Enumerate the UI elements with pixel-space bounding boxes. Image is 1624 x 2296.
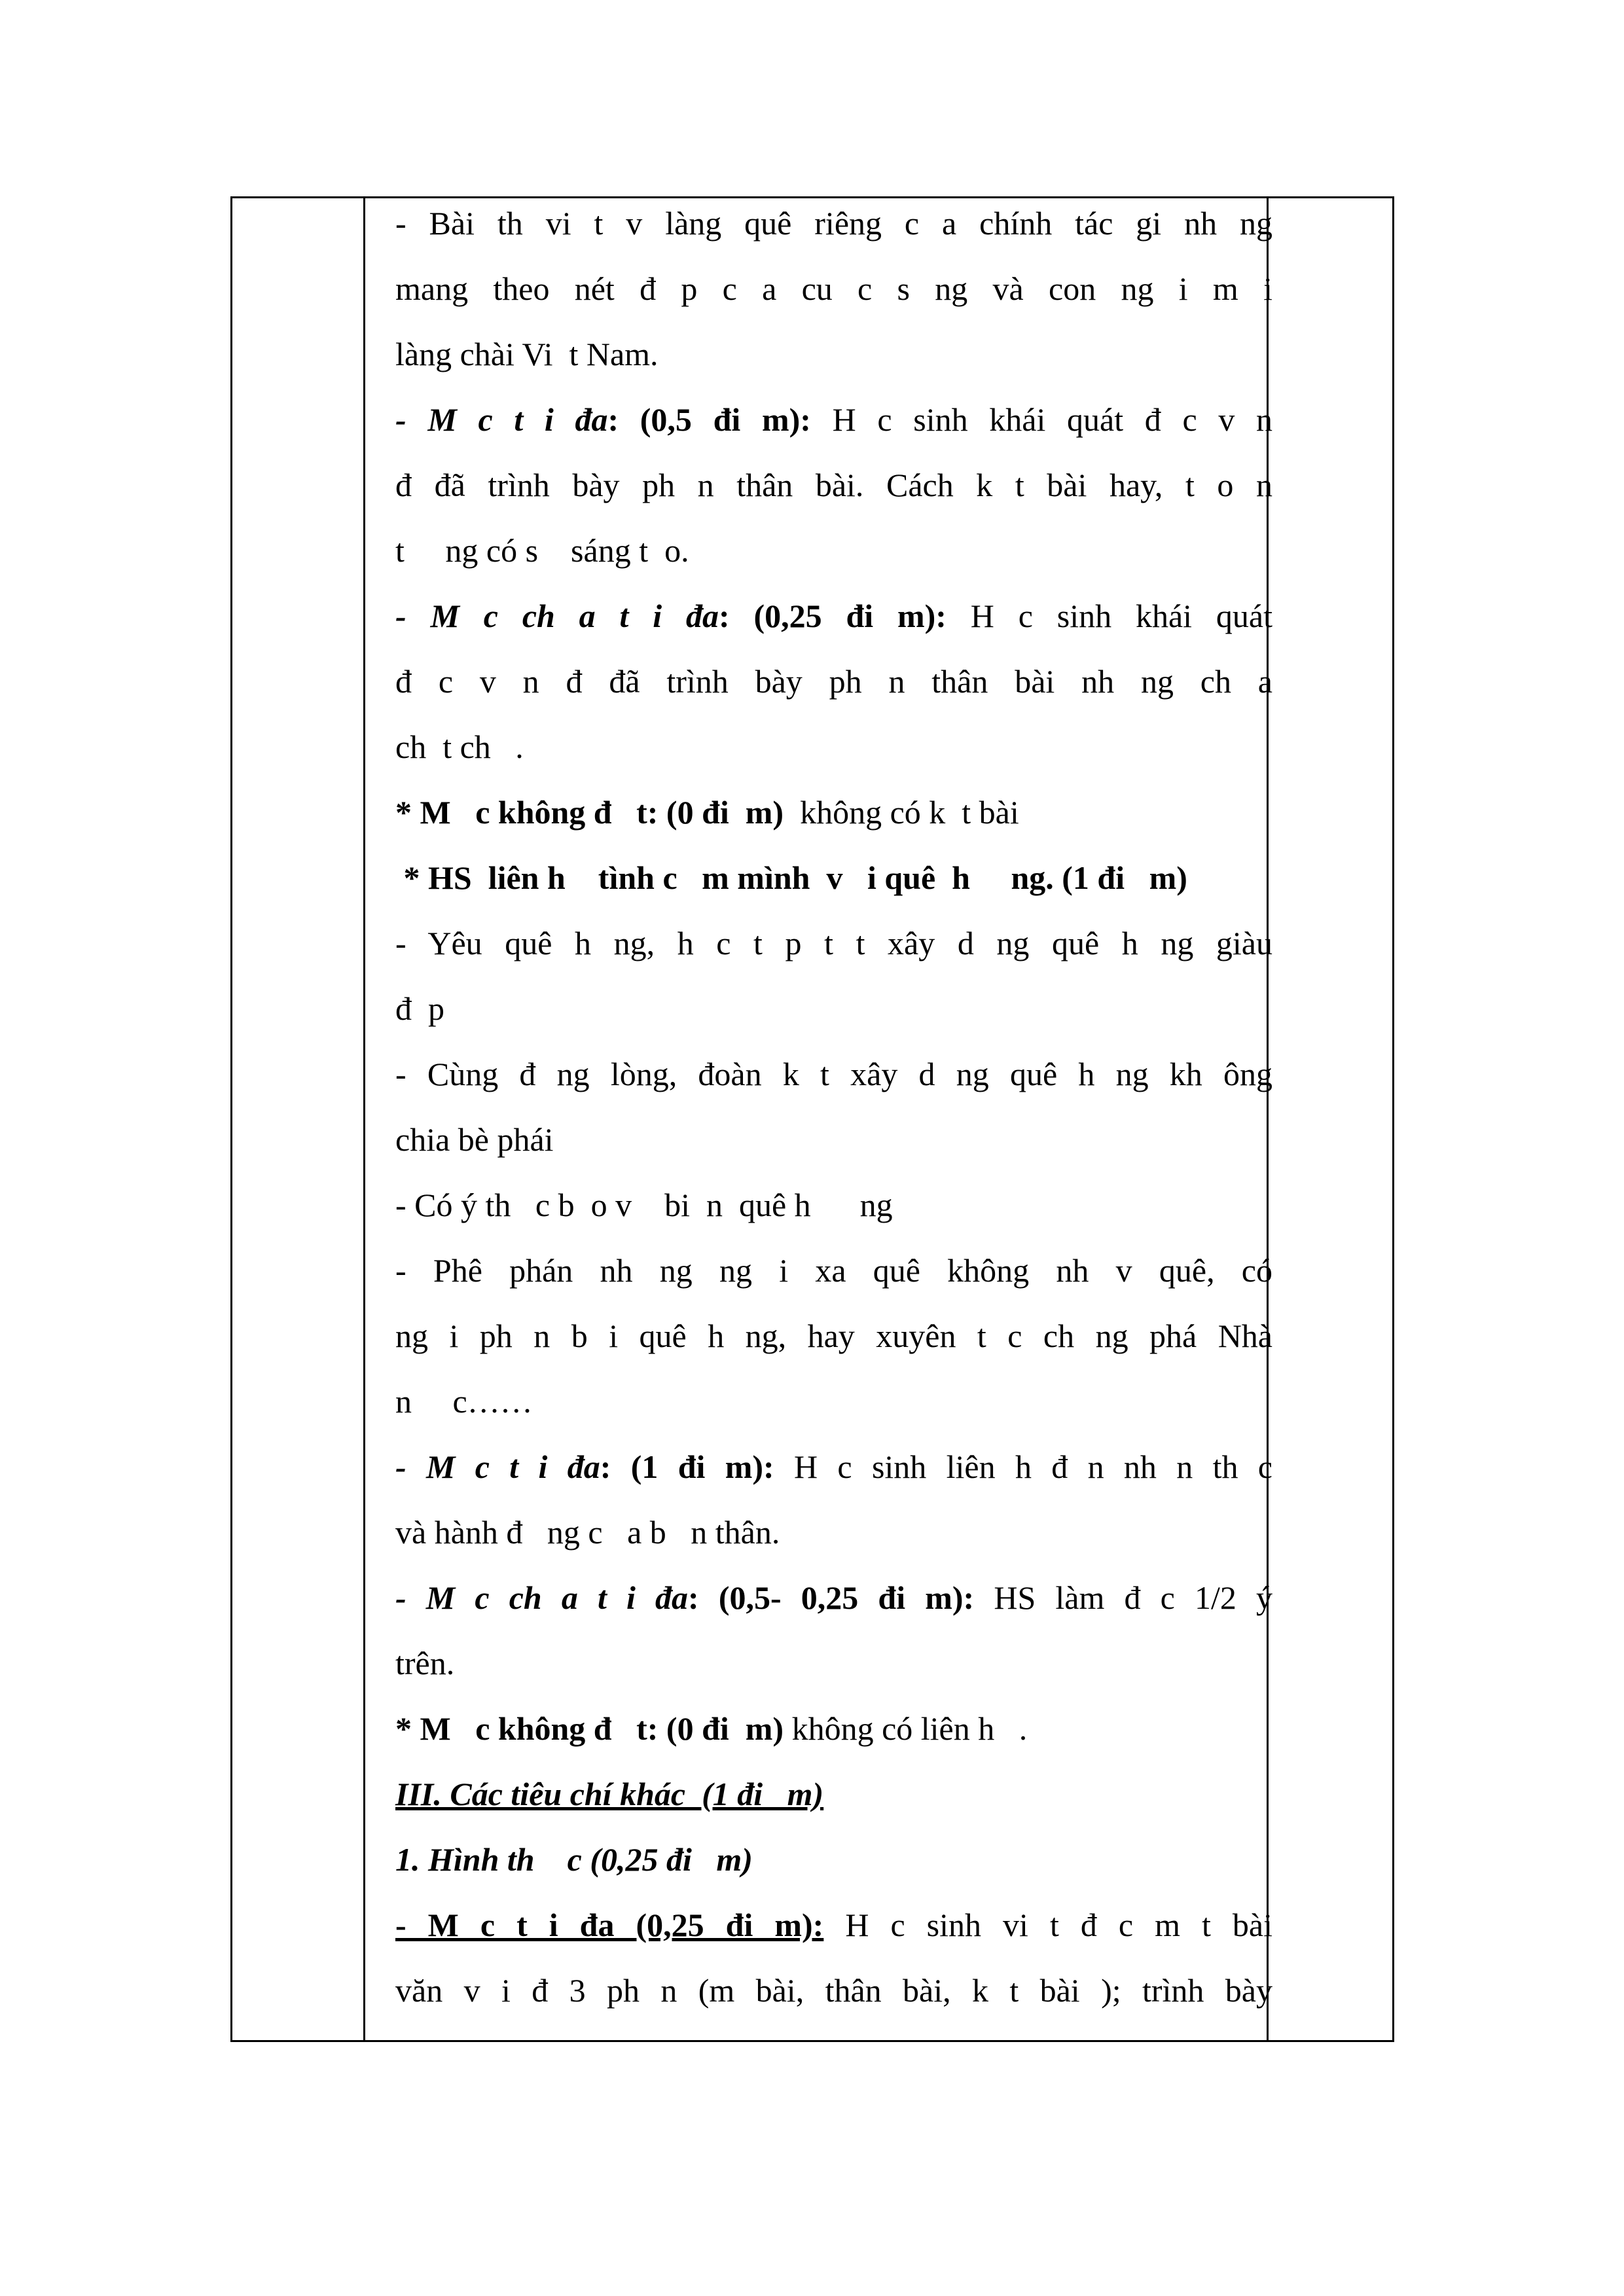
grading-table [230,196,1394,2042]
text-line [395,596,1272,636]
text-run: ch t ch . [395,728,524,765]
text-run: không có k t bài [784,794,1019,831]
text-run: H c sinh khái quát [946,598,1272,634]
text-line [395,662,1272,701]
text-line [395,1316,1272,1355]
text-run: H c sinh khái quát đ c v n [810,401,1273,438]
text-line [395,1905,1272,1945]
text-run: không có liên h . [784,1710,1028,1747]
text-run: đ p [395,990,444,1027]
text-run: đ c v n đ đã trình bày ph n thân bài nh ng ch a [395,663,1272,700]
text-run: : (0,25 đi m): [718,598,947,634]
text-run: III. Các tiêu chí khác (1 đi m) [395,1776,824,1812]
text-run: n c…… [395,1383,533,1420]
text-run: - Cùng đ ng lòng, đoàn k t xây d ng quê h ng kh ông [395,1056,1272,1092]
text-line [395,1971,1272,2010]
text-line [395,531,1272,570]
text-line [395,858,1272,897]
text-run: - Phê phán nh ng ng i xa quê không nh v quê, có [395,1252,1272,1289]
text-run: mang theo nét đ p c a cu c s ng và con ng i m i [395,270,1272,307]
text-run: - M c ch a t i đa [395,598,719,634]
text-run: chia bè phái [395,1121,554,1158]
text-run: H c sinh vi t đ c m t bài [823,1907,1272,1943]
text-line [395,465,1272,505]
text-line [395,1840,1272,1879]
text-run: * M c không đ t: (0 đi m) [395,794,784,831]
text-run: đ đã trình bày ph n thân bài. Cách k t bài hay, t o n [395,467,1272,503]
text-run: H c sinh liên h đ n nh n th c [774,1448,1272,1485]
text-line [395,1120,1272,1159]
column-divider-left [363,198,365,2040]
text-run: - M c ch a t i đa [395,1579,689,1616]
text-line [395,1774,1272,1814]
text-line [395,269,1272,308]
text-line [395,334,1272,374]
text-line [395,924,1272,963]
text-run: HS làm đ c 1/2 ý [974,1579,1272,1616]
text-run: : (0,5 đi m): [607,401,811,438]
text-run: t ng có s sáng t o. [395,532,689,569]
text-run: * M c không đ t: (0 đi m) [395,1710,784,1747]
text-run: - M c t i đa [395,1448,600,1485]
text-line [395,1709,1272,1748]
text-run: ng i ph n b i quê h ng, hay xuyên t c ch ng phá Nhà [395,1318,1272,1354]
text-run: văn v i đ 3 ph n (m bài, thân bài, k t bài ); trình bày [395,1972,1272,2009]
text-run: - Có ý th c b o v bi n quê h ng [395,1187,893,1223]
text-run: - M c t i đa (0,25 đi m): [395,1907,824,1943]
text-run: và hành đ ng c a b n thân. [395,1514,780,1551]
text-line [395,1513,1272,1552]
text-line [395,793,1272,832]
text-run: : (0,5- 0,25 đi m): [688,1579,975,1616]
criteria-cell [380,198,1287,2040]
text-line [395,1643,1272,1683]
text-run: - Yêu quê h ng, h c t p t t xây d ng quê h ng giàu [395,925,1272,961]
text-run: trên. [395,1645,455,1681]
text-line [395,1251,1272,1290]
text-line [395,1054,1272,1094]
text-line [395,1578,1272,1617]
text-line [395,989,1272,1028]
text-line [395,727,1272,766]
text-run: 1. Hình th c (0,25 đi m) [395,1841,753,1878]
text-line [395,1185,1272,1225]
text-run: : (1 đi m): [600,1448,774,1485]
text-line [395,400,1272,439]
text-run: * HS liên h tình c m mình v i quê h ng. (1 đi m) [395,859,1187,896]
text-run: - Bài th vi t v làng quê riêng c a chính tác gi nh ng [395,205,1272,242]
text-line [395,204,1272,243]
text-run: - M c t i đa [395,401,608,438]
text-line [395,1382,1272,1421]
text-line [395,1447,1272,1486]
text-run: làng chài Vi t Nam. [395,336,659,372]
